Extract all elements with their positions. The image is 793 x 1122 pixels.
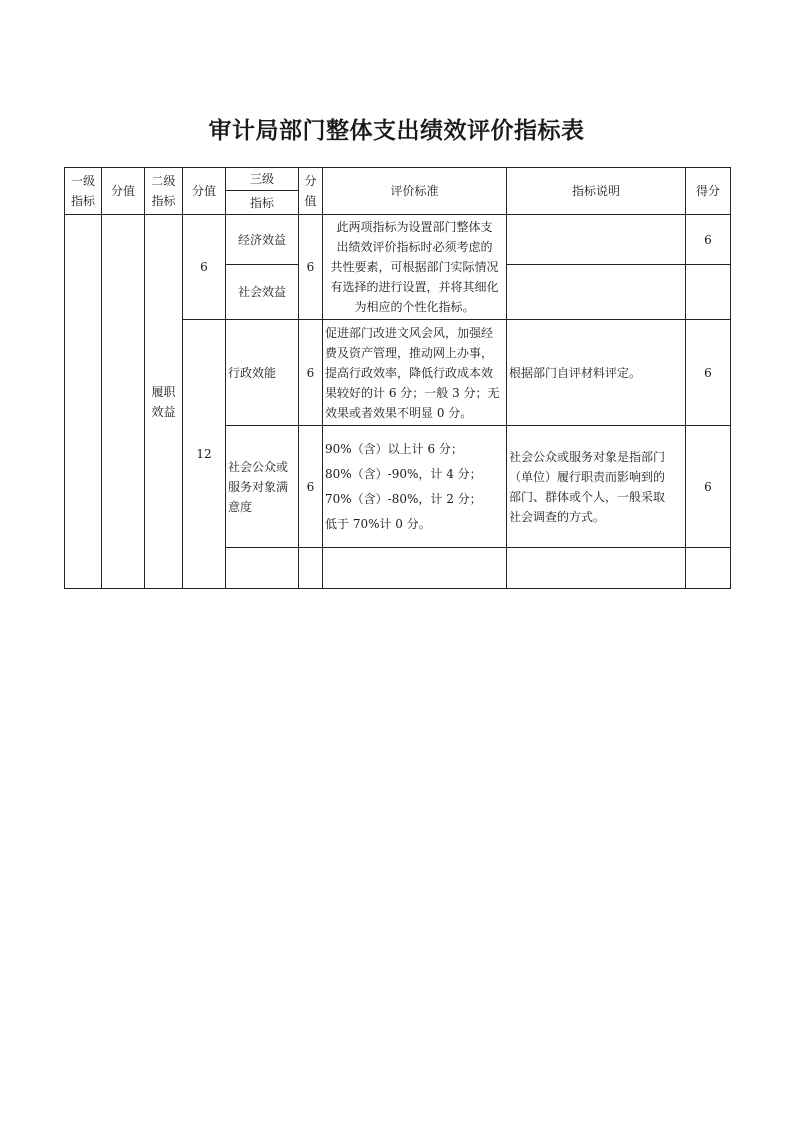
level1-cell [65,215,102,589]
header-score3: 分 值 [299,168,323,215]
satisfaction-description: 社会公众或服务对象是指部门 （单位）履行职责而影响到的 部门、群体或个人，一般采取 社会调查的方式。 [507,426,686,548]
admin-criteria: 促进部门改进文风会风，加强经 费及资产管理，推动网上办事， 提高行政效率，降低行政成本效 果较好的计 6 分；一般 3 分；无 效果或者效果不明显 0 分。 [323,320,507,426]
satisfaction-name: 社会公众或 服务对象满 意度 [226,426,299,548]
header-level3-top: 三级 [226,168,299,191]
table-row [65,215,731,265]
econ-name: 经济效益 [226,215,299,265]
total-blank [299,548,323,589]
header-level1: 一级 指标 [65,168,102,215]
econ-points: 6 [686,215,731,265]
header-criteria: 评价标准 [323,168,507,215]
satisfaction-score3: 6 [299,426,323,548]
admin-points: 6 [686,320,731,426]
group1-score3: 6 [299,215,323,320]
indicator-table [64,167,731,589]
header-score1: 分值 [102,168,145,215]
header-score2: 分值 [183,168,226,215]
total-blank [226,548,299,589]
total-blank [686,548,731,589]
header-level2: 二级 指标 [145,168,183,215]
admin-name: 行政效能 [226,320,299,426]
score1-cell [102,215,145,589]
header-description: 指标说明 [507,168,686,215]
header-row-1 [65,168,731,191]
admin-score3: 6 [299,320,323,426]
level2-name: 履职 效益 [145,215,183,589]
social-description [507,265,686,320]
total-blank [507,548,686,589]
header-level3-bottom: 指标 [226,191,299,215]
admin-description: 根据部门自评材料评定。 [507,320,686,426]
group1-score: 6 [183,215,226,320]
econ-description [507,215,686,265]
social-name: 社会效益 [226,265,299,320]
group2-score: 12 [183,320,226,589]
total-blank [323,548,507,589]
header-points: 得分 [686,168,731,215]
satisfaction-points: 6 [686,426,731,548]
satisfaction-criteria: 90%（含）以上计 6 分； 80%（含）-90%，计 4 分； 70%（含）-80%，计 2 分； 低于 70%计 0 分。 [323,426,507,548]
social-points [686,265,731,320]
page-title: 审计局部门整体支出绩效评价指标表 [208,118,585,144]
shared-criteria: 此两项指标为设置部门整体支 出绩效评价指标时必须考虑的 共性要素，可根据部门实际情况 有选择的进行设置，并将其细化 为相应的个性化指标。 [323,215,507,320]
